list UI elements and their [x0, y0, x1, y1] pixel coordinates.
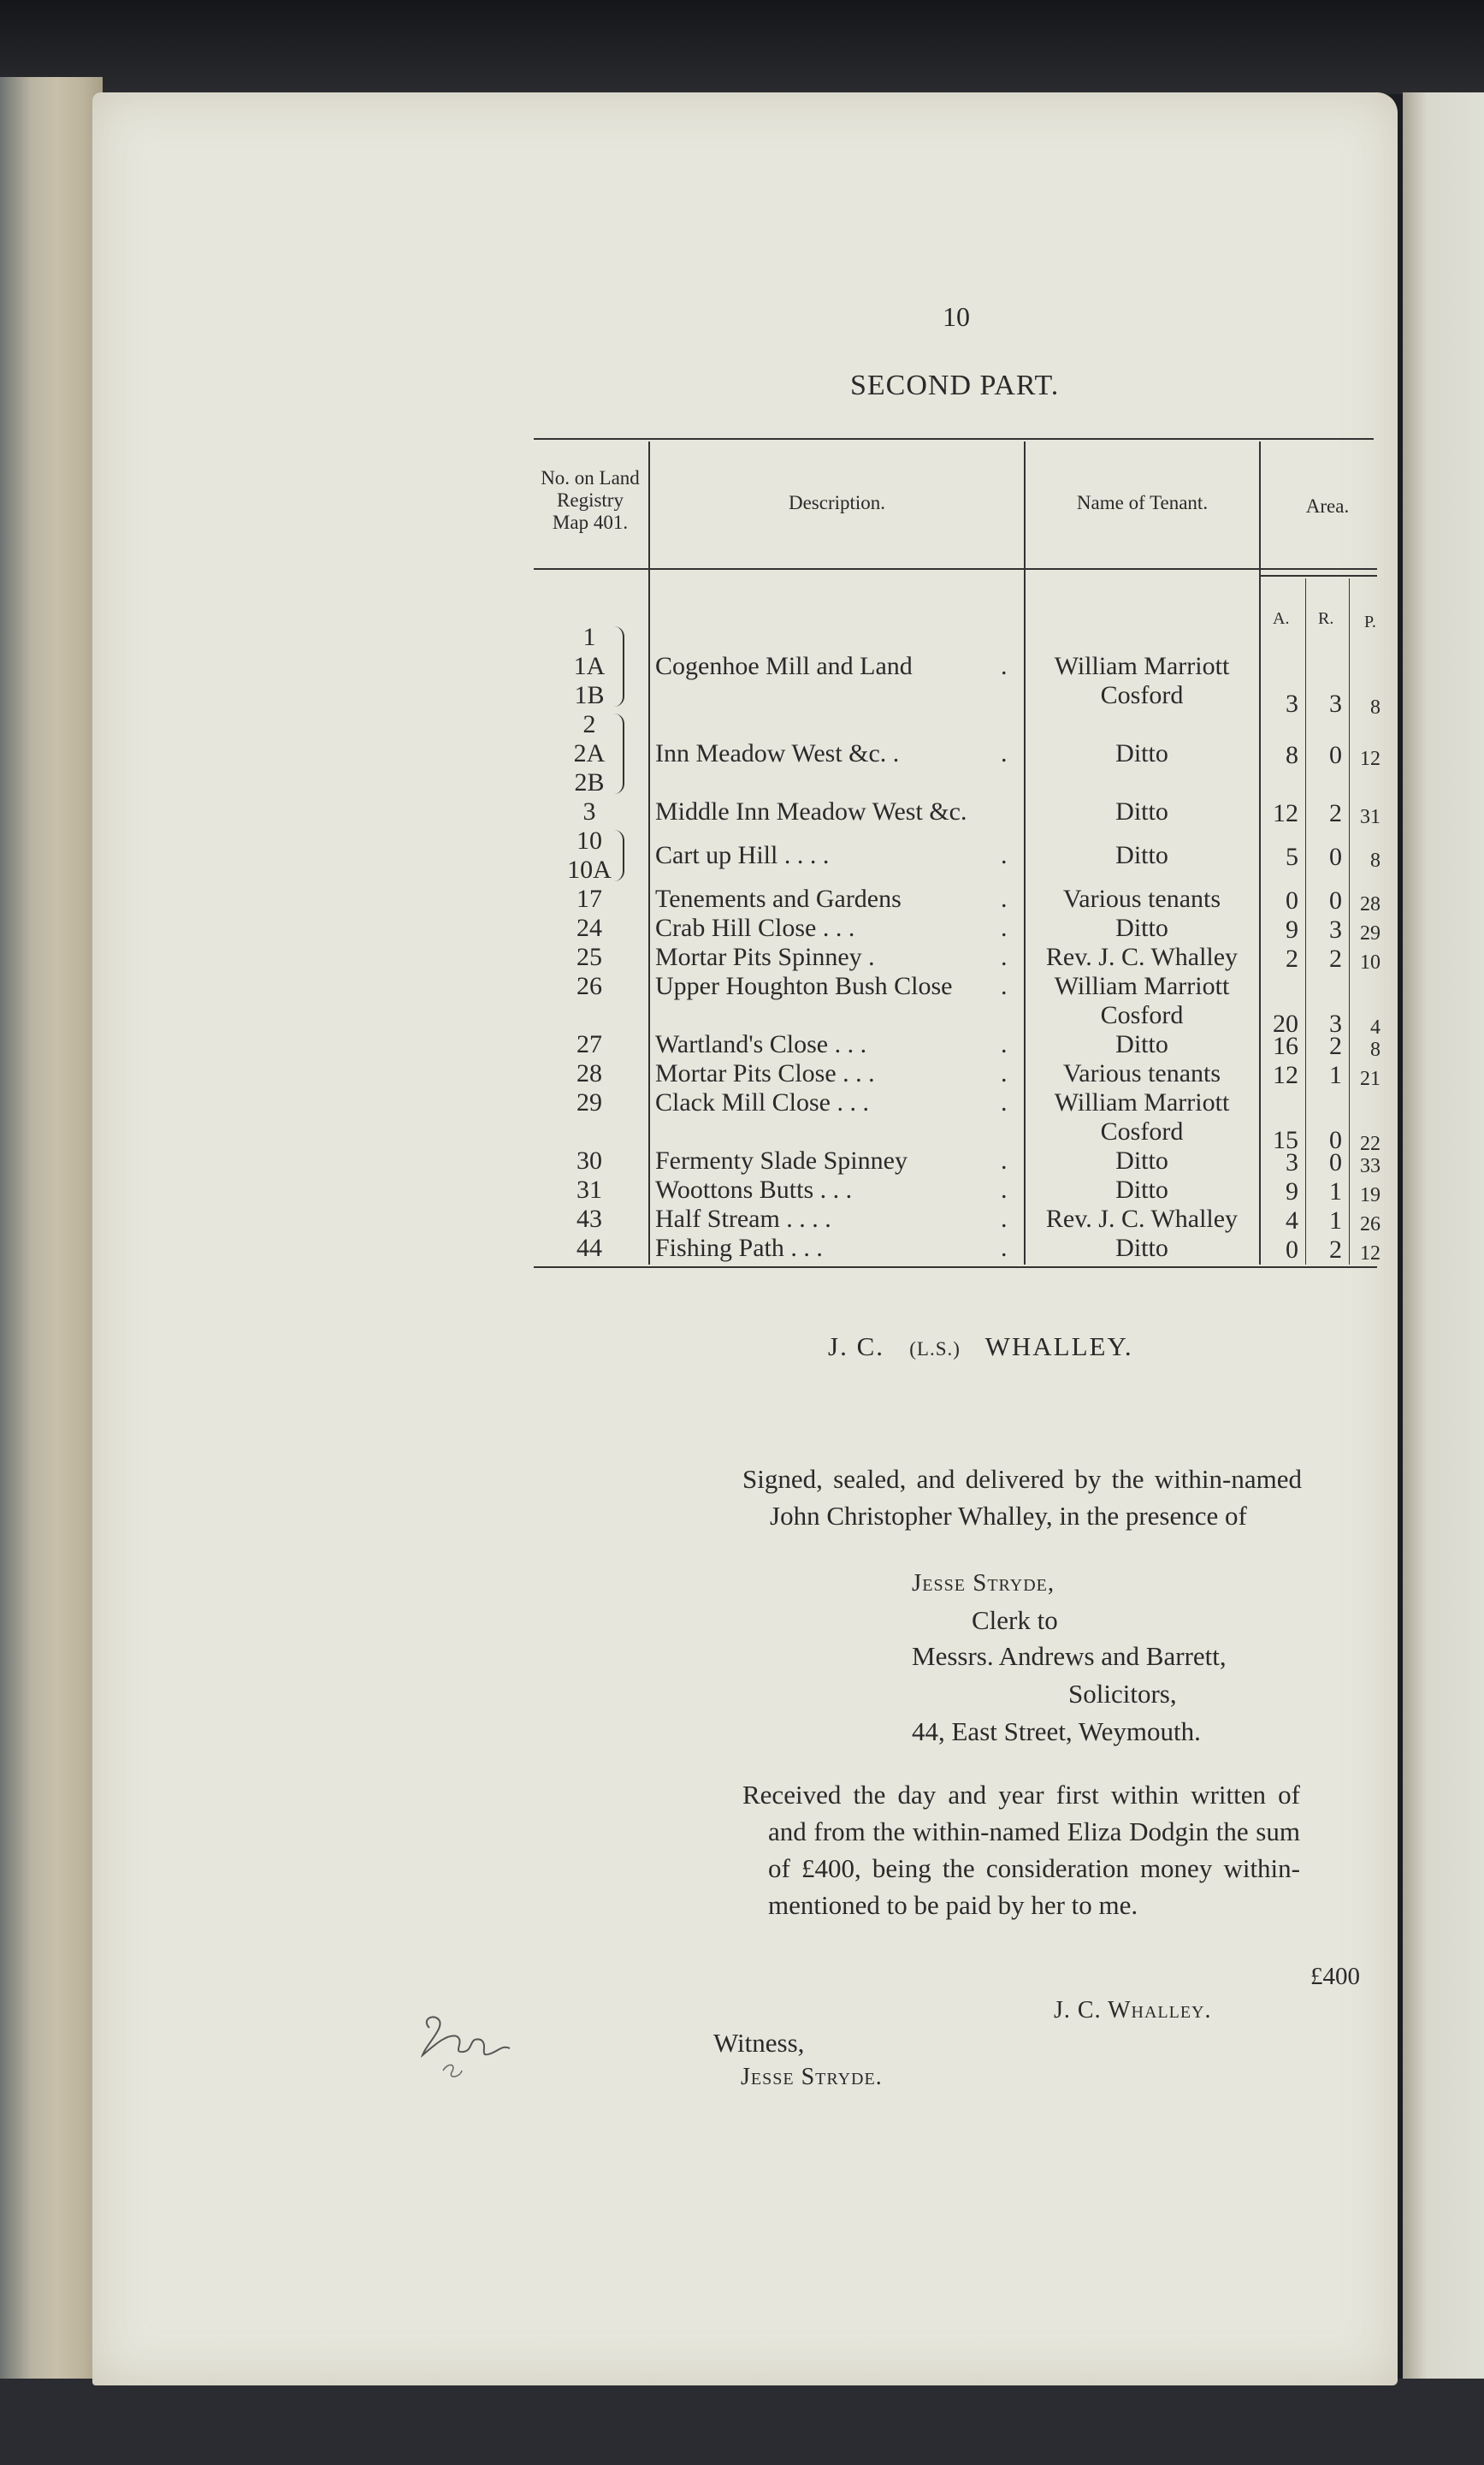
tenant-name: Rev. J. C. Whalley [1045, 1205, 1239, 1233]
land-description: Fishing Path . . . [655, 1234, 823, 1262]
area-perches: 12 [1360, 1242, 1381, 1265]
receipt-text: Received the day and year first within written of and from the within-named Eliza Dodgin the sum of £400, being the consideration money within-mentioned to be paid by her to me. [742, 1780, 1300, 1920]
map-number: 2B [574, 768, 605, 797]
header-map-no-line-2: Registry [557, 489, 624, 511]
area-perches: 28 [1360, 893, 1381, 915]
tenant-name: Ditto [1115, 797, 1168, 826]
signature-initials: J. C. [828, 1331, 884, 1361]
area-roods: 0 [1329, 741, 1342, 769]
grouping-brace [614, 714, 624, 794]
leader-dot: . [1001, 1030, 1008, 1058]
witness-name: Jesse Stryde. [741, 2064, 883, 2090]
table-header-rule [534, 568, 1377, 570]
book-spine-top [0, 0, 1484, 94]
leader-dot: . [1001, 1205, 1008, 1233]
header-acres: A. [1273, 609, 1290, 628]
area-perches: 19 [1360, 1184, 1381, 1206]
land-description: Crab Hill Close . . . [655, 914, 855, 942]
map-number: 10A [567, 856, 612, 884]
leader-dot: . [1001, 1176, 1008, 1204]
col-divider-2 [1024, 441, 1026, 1265]
area-acres: 4 [1286, 1206, 1298, 1235]
col-divider-1 [648, 441, 650, 1265]
map-number: 26 [576, 972, 602, 1000]
area-roods: 2 [1329, 799, 1342, 827]
map-number: 10 [576, 827, 602, 855]
area-acres: 8 [1286, 741, 1298, 769]
area-acres: 3 [1286, 690, 1298, 718]
area-roods: 3 [1329, 1010, 1342, 1038]
leader-dot: . [1001, 914, 1008, 942]
area-acres: 9 [1286, 915, 1298, 944]
land-description: Mortar Pits Close . . . [655, 1059, 875, 1087]
area-acres: 0 [1286, 886, 1298, 915]
area-perches: 31 [1360, 806, 1381, 828]
leader-dot: . [1001, 1147, 1008, 1175]
area-acres: 20 [1273, 1010, 1298, 1038]
leader-dot: . [1001, 1234, 1008, 1262]
seal-mark: (L.S.) [909, 1338, 961, 1360]
table-top-rule [534, 438, 1374, 440]
tenant-name: Ditto [1115, 1176, 1168, 1204]
area-acres: 16 [1273, 1032, 1298, 1060]
land-description: Half Stream . . . . [655, 1205, 831, 1233]
header-tenant: Name of Tenant. [1076, 492, 1209, 513]
solicitor-firm: Messrs. Andrews and Barrett, [912, 1641, 1227, 1671]
tenant-name: William Marriott [1054, 972, 1230, 1000]
area-roods: 1 [1329, 1206, 1342, 1235]
map-number: 17 [576, 885, 602, 913]
receipt-paragraph [742, 1776, 1300, 1923]
area-roods: 0 [1329, 886, 1342, 915]
map-number: 43 [576, 1205, 602, 1233]
header-perches: P. [1364, 613, 1376, 631]
area-perches: 33 [1360, 1155, 1381, 1177]
tenant-name: Ditto [1115, 1147, 1168, 1175]
map-number: 25 [576, 943, 602, 971]
area-perches: 8 [1370, 696, 1381, 719]
signature-line [828, 1331, 1133, 1362]
map-number: 2 [582, 710, 596, 738]
page-edges-left [0, 77, 103, 2387]
land-description: Mortar Pits Spinney . [655, 943, 875, 971]
leader-dot: . [1001, 1059, 1008, 1087]
area-roods: 1 [1329, 1061, 1342, 1089]
area-acres: 9 [1286, 1177, 1298, 1206]
area-acres: 3 [1286, 1148, 1298, 1176]
land-description: Cart up Hill . . . . [655, 841, 830, 869]
area-roods: 3 [1329, 690, 1342, 718]
area-acres: 5 [1286, 843, 1298, 871]
area-roods: 0 [1329, 1126, 1342, 1154]
leader-dot: . [1001, 652, 1008, 680]
map-number: 1A [573, 652, 606, 680]
area-units-rule [1261, 575, 1377, 577]
land-description: Cogenhoe Mill and Land [655, 652, 913, 680]
map-number: 30 [576, 1147, 602, 1175]
map-number: 28 [576, 1059, 602, 1087]
tenant-name: Cosford [1100, 681, 1184, 709]
map-number: 3 [582, 797, 596, 826]
facing-page-edge [1403, 92, 1484, 2385]
signature-surname: WHALLEY. [984, 1331, 1133, 1361]
tenant-name: Ditto [1115, 1234, 1168, 1262]
area-roods: 1 [1329, 1177, 1342, 1206]
land-description: Tenements and Gardens [655, 885, 902, 913]
leader-dot: . [1001, 1088, 1008, 1117]
firm-address: 44, East Street, Weymouth. [912, 1716, 1201, 1746]
area-roods: 0 [1329, 1148, 1342, 1176]
area-perches: 8 [1370, 850, 1381, 872]
handwritten-pencil-note [417, 2011, 520, 2088]
header-map-no-line-1: No. on Land [541, 467, 640, 489]
witness-label: Witness, [713, 2028, 805, 2058]
grouping-brace [614, 830, 624, 881]
tenant-name: Cosford [1100, 1117, 1184, 1146]
map-number: 1B [574, 681, 605, 709]
area-perches: 21 [1360, 1068, 1381, 1090]
leader-dot: . [1001, 885, 1008, 913]
map-number: 24 [576, 914, 602, 942]
area-roods: 2 [1329, 1032, 1342, 1060]
receipt-amount: £400 [1310, 1963, 1360, 1990]
leader-dot: . [1001, 972, 1008, 1000]
area-acres: 15 [1273, 1126, 1298, 1154]
tenant-name: Various tenants [1062, 885, 1221, 913]
grouping-brace [614, 626, 624, 707]
area-roods: 2 [1329, 945, 1342, 973]
tenant-name: Cosford [1100, 1001, 1184, 1029]
tenant-name: Ditto [1115, 739, 1168, 767]
header-description: Description. [788, 492, 886, 513]
header-map-no [530, 467, 650, 534]
header-roods: R. [1318, 609, 1334, 628]
page-number: 10 [943, 301, 970, 332]
attesting-witness: Jesse Stryde, [912, 1569, 1055, 1597]
area-acres: 2 [1286, 945, 1298, 973]
land-description: Clack Mill Close . . . [655, 1088, 869, 1117]
land-description: Inn Meadow West &c. . [655, 739, 900, 767]
area-perches: 22 [1360, 1133, 1381, 1155]
tenant-name: Ditto [1115, 1030, 1168, 1058]
book-bottom-band [0, 2379, 1484, 2465]
tenant-name: William Marriott [1054, 652, 1230, 680]
area-perches: 26 [1360, 1213, 1381, 1235]
land-description: Middle Inn Meadow West &c. [655, 797, 967, 826]
header-area: Area. [1305, 495, 1350, 517]
area-acres: 12 [1273, 1061, 1298, 1089]
tenant-name: Ditto [1115, 841, 1168, 869]
land-description: Woottons Butts . . . [655, 1176, 853, 1204]
tenant-name: Various tenants [1062, 1059, 1221, 1087]
map-number: 44 [576, 1234, 602, 1262]
map-number: 29 [576, 1088, 602, 1117]
tenant-name: William Marriott [1054, 1088, 1230, 1117]
area-acres: 0 [1286, 1235, 1298, 1264]
receipt-signature: J. C. Whalley. [1054, 1997, 1212, 2024]
map-number: 27 [576, 1030, 602, 1058]
area-perches: 12 [1360, 748, 1381, 770]
land-description: Upper Houghton Bush Close [655, 972, 953, 1000]
area-acres: 12 [1273, 799, 1298, 827]
area-perches: 4 [1370, 1016, 1381, 1039]
tenant-name: Ditto [1115, 914, 1168, 942]
leader-dot: . [1001, 841, 1008, 869]
tenant-name: Rev. J. C. Whalley [1045, 943, 1239, 971]
map-number: 1 [582, 623, 596, 651]
land-description: Wartland's Close . . . [655, 1030, 867, 1058]
map-number: 31 [576, 1176, 602, 1204]
solicitor-role: Solicitors, [1068, 1679, 1177, 1709]
area-perches: 8 [1370, 1039, 1381, 1061]
header-map-no-line-3: Map 401. [552, 512, 629, 533]
part-title: SECOND PART. [850, 370, 1060, 401]
area-perches: 10 [1360, 951, 1381, 974]
clerk-line: Clerk to [972, 1605, 1058, 1635]
area-roods: 3 [1329, 915, 1342, 944]
map-number: 2A [573, 739, 606, 767]
leader-dot: . [1001, 739, 1008, 767]
table-bottom-rule [534, 1266, 1377, 1268]
attestation-paragraph [742, 1461, 1302, 1534]
area-perches: 29 [1360, 922, 1381, 945]
attestation-text: Signed, sealed, and delivered by the within-named John Christopher Whalley, in the presence of [742, 1464, 1302, 1531]
leader-dot: . [1001, 943, 1008, 971]
land-description: Fermenty Slade Spinney [655, 1147, 908, 1175]
area-roods: 0 [1329, 843, 1342, 871]
area-roods: 2 [1329, 1235, 1342, 1264]
